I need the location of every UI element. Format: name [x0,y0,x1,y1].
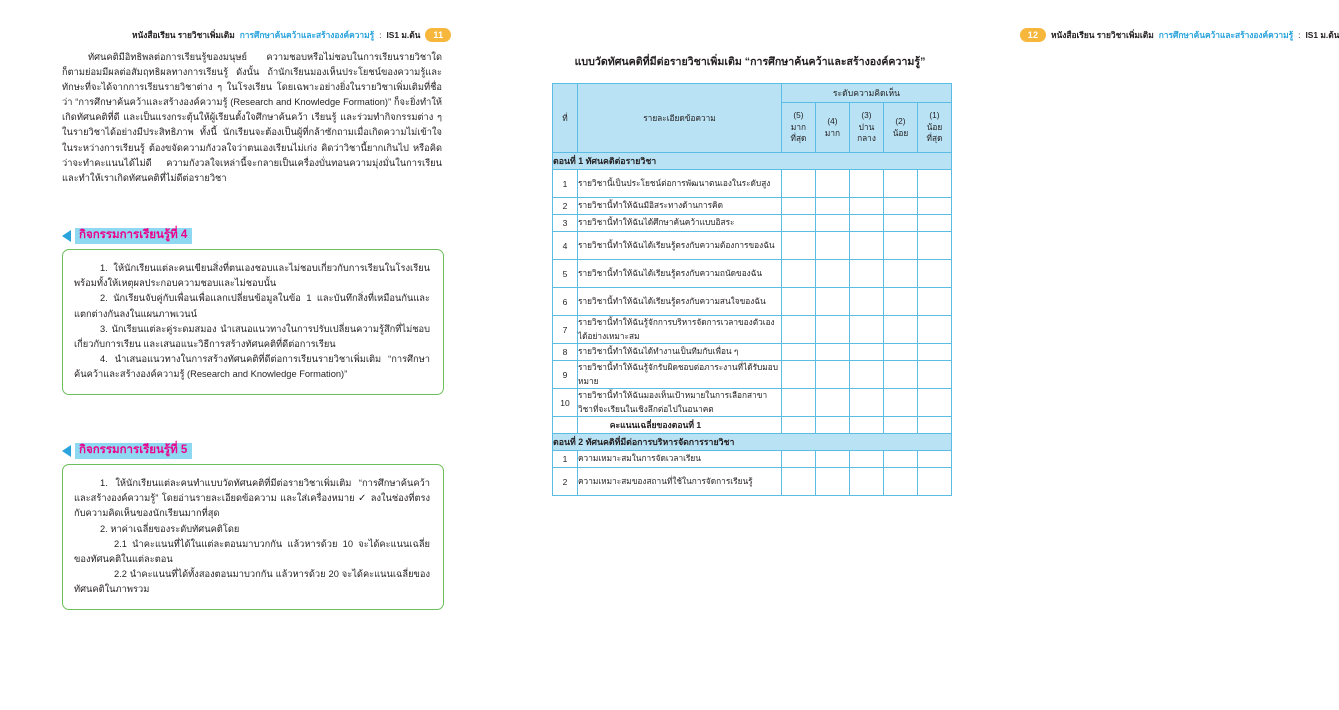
table-row [553,389,952,417]
average-score-cell-5[interactable] [781,417,815,434]
rating-checkbox-cell-2[interactable] [883,468,917,496]
rating-checkbox-cell-3[interactable] [849,389,883,417]
row-statement: รายวิชานี้ทำให้ฉันรู้จักรับผิดชอบต่อภาระงานที่ได้รับมอบหมาย [578,361,782,389]
running-header-suffix: IS1 ม.ต้น [386,30,421,40]
activity-5-item-2-2: 2.2 นำคะแนนที่ได้ทั้งสองตอนมาบวกกัน แล้วหารด้วย 20 จะได้คะแนนเฉลี่ยของทัศนคติในภาพรวม [74,569,430,595]
section-1-average [553,417,952,451]
table-row [553,344,952,361]
row-statement: รายวิชานี้ทำให้ฉันได้เรียนรู้ตรงกับความถนัดของฉัน [578,260,782,288]
scale-1-line2: ที่สุด [926,133,943,144]
average-row-section-1 [553,417,952,434]
scale-4-line1: มาก [824,127,841,138]
col-header-scale-2 [883,103,917,153]
rating-checkbox-cell-3[interactable] [849,215,883,232]
rating-checkbox-cell-1[interactable] [917,451,951,468]
worksheet-title: แบบวัดทัศนคติที่มีต่อรายวิชาเพิ่มเติม “การศึกษาค้นคว้าและสร้างองค์ความรู้” [574,56,926,68]
average-score-cell-4[interactable] [815,417,849,434]
scale-2-code: (2) [895,116,906,127]
row-number: 3 [553,215,578,232]
row-number: 2 [553,468,578,496]
rating-checkbox-cell-3[interactable] [849,316,883,344]
col-header-description: รายละเอียดข้อความ [578,84,782,153]
rating-checkbox-cell-2[interactable] [883,316,917,344]
rating-checkbox-cell-3[interactable] [849,260,883,288]
average-row-no-cell [553,417,578,434]
row-number: 4 [553,232,578,260]
row-statement: ความเหมาะสมของสถานที่ใช้ในการจัดการเรียนรู้ [578,468,782,496]
rating-checkbox-cell-5[interactable] [781,288,815,316]
rating-checkbox-cell-2[interactable] [883,170,917,198]
rating-checkbox-cell-3[interactable] [849,451,883,468]
average-label-section-1: คะแนนเฉลี่ยของตอนที่ 1 [578,417,782,434]
scale-3-line2: กลาง [857,133,876,144]
rating-checkbox-cell-1[interactable] [917,232,951,260]
rating-checkbox-cell-1[interactable] [917,170,951,198]
rating-checkbox-cell-2[interactable] [883,361,917,389]
rating-checkbox-cell-5[interactable] [781,198,815,215]
running-header-accent: การศึกษาค้นคว้าและสร้างองค์ความรู้ [1158,30,1294,40]
row-number: 2 [553,198,578,215]
rating-checkbox-cell-4[interactable] [815,215,849,232]
rating-checkbox-cell-5[interactable] [781,215,815,232]
table-row [553,288,952,316]
rating-checkbox-cell-3[interactable] [849,361,883,389]
rating-checkbox-cell-4[interactable] [815,198,849,215]
rating-checkbox-cell-2[interactable] [883,260,917,288]
intro-paragraph-block [62,50,442,186]
scale-1-line1: น้อย [926,121,943,132]
rating-checkbox-cell-3[interactable] [849,344,883,361]
table-row [553,468,952,496]
row-number: 8 [553,344,578,361]
section-1-rows [553,170,952,417]
row-number: 1 [553,170,578,198]
row-number: 5 [553,260,578,288]
col-header-scale-5 [781,103,815,153]
activity-4-item-3: 3. นักเรียนแต่ละคู่ระดมสมอง นำเสนอแนวทางในการปรับเปลี่ยนความรู้สึกที่ไม่ชอบเกี่ยวกับการเรียน และเสนอแนะวิธีการสร้างทัศนคติที่ดีต่อการเรียน [74,323,430,350]
average-score-cell-2[interactable] [883,417,917,434]
col-header-no: ที่ [553,84,578,153]
table-row [553,215,952,232]
col-header-scale-1 [917,103,951,153]
rating-checkbox-cell-3[interactable] [849,232,883,260]
intro-paragraph: ทัศนคติมีอิทธิพลต่อการเรียนรู้ของมนุษย์ ความชอบหรือไม่ชอบในการเรียนรายวิชาใดก็ตามย่อมมีผลต่อสัมฤทธิผลทางการเรียนรู้ ดังนั้น ถ้านักเรียนมองเห็นประโยชน์ของความรู้และทักษะที่จะได้จากการเรียนรายวิชาต่าง ๆ ในโรงเรียน โดยเฉพาะอย่างยิ่งในรายวิชาเพิ่มเติมที่ชื่อว่า “การศึกษาค้นคว้าและสร้างองค์ความรู้ (Research and Knowledge Formation)” ก็จะยิ่งทำให้เกิดทัศนคติที่ดี และเป็นแรงกระตุ้นให้ผู้เรียนตั้งใจศึกษาค้นคว้า เรียนรู้ และร่วมทำกิจกรรมต่าง ๆ ในรายวิชาได้อย่างมีประสิทธิภาพ ทั้งนี้ นักเรียนจะต้องเป็นผู้ที่กล้าซักถามเมื่อเกิดความไม่เข้าใจในระหว่างการเรียนรู้ ต้องขจัดความกังวลใจว่าตนเองเรียนไม่เก่ง คิดว่าวิชานี้ยากเกินไป หรือคิดว่าจะทำคะแนนได้ไม่ดี ความกังวลใจเหล่านี้จะกลายเป็นเครื่องบั่นทอนความมุ่งมั่นในการเรียนและทำให้เราเกิดทัศนคติที่ไม่ดีต่อรายวิชา [62,52,442,183]
scale-1-code: (1) [929,110,940,121]
row-number: 9 [553,361,578,389]
scale-2-line1: น้อย [892,127,909,138]
row-statement: ความเหมาะสมในการจัดเวลาเรียน [578,451,782,468]
rating-checkbox-cell-3[interactable] [849,198,883,215]
activity-4-box [62,249,444,395]
running-header-suffix: IS1 ม.ต้น [1305,30,1339,40]
activity-4-item-4: 4. นำเสนอแนวทางในการสร้างทัศนคติที่ดีต่อการเรียนรายวิชาเพิ่มเติม “การศึกษาค้นคว้าและสร้างองค์ความรู้ (Research and Knowledge Formation)” [74,354,430,380]
rating-checkbox-cell-5[interactable] [781,316,815,344]
rating-checkbox-cell-5[interactable] [781,451,815,468]
right-page [500,0,1339,710]
rating-checkbox-cell-4[interactable] [815,288,849,316]
rating-checkbox-cell-1[interactable] [917,198,951,215]
activity-5-item-2-1: 2.1 นำคะแนนที่ได้ในแต่ละตอนมาบวกกัน แล้วหารด้วย 10 จะได้คะแนนเฉลี่ยของทัศนคติในแต่ละตอน [74,538,430,565]
activity-5-item-2: 2. หาค่าเฉลี่ยของระดับทัศนคติโดย [100,523,240,534]
row-statement: รายวิชานี้ทำให้ฉันได้ทำงานเป็นทีมกับเพื่อน ๆ [578,344,782,361]
activity-4-heading [62,228,192,244]
average-score-cell-3[interactable] [849,417,883,434]
scale-3-line1: ปาน [858,121,875,132]
table-header-row-group [553,84,952,103]
table-row [553,361,952,389]
check-mark-icon: ✓ [358,493,368,505]
rating-checkbox-cell-5[interactable] [781,232,815,260]
row-number: 10 [553,389,578,417]
rating-checkbox-cell-5[interactable] [781,361,815,389]
table-row [553,316,952,344]
table-row [553,260,952,288]
col-header-scale-3 [849,103,883,153]
page-number-badge: 11 [425,28,451,42]
running-header-prefix: หนังสือเรียน รายวิชาเพิ่มเติม [1051,30,1154,40]
activity-4-item-2: 2. นักเรียนจับคู่กับเพื่อนเพื่อแลกเปลี่ยนข้อมูลในข้อ 1 และบันทึกสิ่งที่เหมือนกันและแตกต่างกันลงในแผนภาพเวนน์ [74,293,430,319]
section-1-label: ตอนที่ 1 ทัศนคติต่อรายวิชา [553,153,952,170]
scale-4-code: (4) [827,116,838,127]
rating-checkbox-cell-3[interactable] [849,468,883,496]
activity-5-item-1-head: 1. ให้นักเรียนแต่ละคนทำแบบวัดทัศนคติที่มีต่อรายวิชาเพิ่มเติม “การศึกษาค้นคว้าและสร้างองค์ความรู้” โดยอ่านรายละเอียดข้อความ และใส่เครื่องหมาย [74,478,430,504]
row-number: 6 [553,288,578,316]
scale-5-line1: มาก [790,121,807,132]
scale-5-code: (5) [793,110,804,121]
row-number: 1 [553,451,578,468]
average-score-cell-1[interactable] [917,417,951,434]
running-header-prefix: หนังสือเรียน รายวิชาเพิ่มเติม [132,30,235,40]
section-1-header-row [553,153,952,170]
rating-checkbox-cell-2[interactable] [883,288,917,316]
rating-checkbox-cell-5[interactable] [781,389,815,417]
triangle-bullet-icon [62,230,71,242]
left-page [0,0,500,710]
row-statement: รายวิชานี้ทำให้ฉันรู้จักการบริหารจัดการเวลาของตัวเองได้อย่างเหมาะสม [578,316,782,344]
table-head [553,84,952,153]
triangle-bullet-icon [62,445,71,457]
rating-checkbox-cell-4[interactable] [815,361,849,389]
activity-5-item-1 [74,476,430,522]
rating-checkbox-cell-2[interactable] [883,198,917,215]
table-row [553,232,952,260]
survey-table-wrapper [552,83,952,496]
rating-checkbox-cell-4[interactable] [815,316,849,344]
rating-checkbox-cell-5[interactable] [781,170,815,198]
rating-checkbox-cell-4[interactable] [815,468,849,496]
rating-checkbox-cell-1[interactable] [917,468,951,496]
right-running-header [1020,28,1339,42]
rating-checkbox-cell-1[interactable] [917,215,951,232]
rating-checkbox-cell-4[interactable] [815,344,849,361]
left-running-header [132,28,451,42]
row-statement: รายวิชานี้เป็นประโยชน์ต่อการพัฒนาตนเองในระดับสูง [578,170,782,198]
row-statement: รายวิชานี้ทำให้ฉันมีอิสระทางด้านการคิด [578,198,782,215]
rating-checkbox-cell-5[interactable] [781,260,815,288]
running-header-accent: การศึกษาค้นคว้าและสร้างองค์ความรู้ [239,30,375,40]
row-statement: รายวิชานี้ทำให้ฉันได้เรียนรู้ตรงกับความต้องการของฉัน [578,232,782,260]
rating-checkbox-cell-4[interactable] [815,260,849,288]
table-row [553,198,952,215]
col-header-scale-4 [815,103,849,153]
row-statement: รายวิชานี้ทำให้ฉันได้ศึกษาค้นคว้าแบบอิสระ [578,215,782,232]
rating-checkbox-cell-4[interactable] [815,389,849,417]
table-row [553,170,952,198]
activity-4-item-1: 1. ให้นักเรียนแต่ละคนเขียนสิ่งที่ตนเองชอบและไม่ชอบเกี่ยวกับการเรียนในโรงเรียน พร้อมทั้งให้เหตุผลประกอบความชอบและไม่ชอบนั้น [74,263,430,289]
activity-5-title: กิจกรรมการเรียนรู้ที่ 5 [75,443,192,459]
attitude-survey-table [552,83,952,496]
section-2-header-row [553,434,952,451]
rating-checkbox-cell-1[interactable] [917,316,951,344]
rating-checkbox-cell-2[interactable] [883,232,917,260]
running-header-separator: : [1298,30,1301,40]
rating-checkbox-cell-1[interactable] [917,288,951,316]
activity-4-title: กิจกรรมการเรียนรู้ที่ 4 [75,228,192,244]
col-header-scale-group: ระดับความคิดเห็น [781,84,951,103]
rating-checkbox-cell-4[interactable] [815,170,849,198]
section-2-label: ตอนที่ 2 ทัศนคติที่มีต่อการบริหารจัดการรายวิชา [553,434,952,451]
section-2-rows [553,451,952,496]
activity-5-box [62,464,444,610]
scale-3-code: (3) [861,110,872,121]
row-number: 7 [553,316,578,344]
row-statement: รายวิชานี้ทำให้ฉันมองเห็นเป้าหมายในการเลือกสาขาวิชาที่จะเรียนในเชิงลึกต่อไปในอนาคต [578,389,782,417]
scale-5-line2: ที่สุด [790,133,807,144]
rating-checkbox-cell-2[interactable] [883,389,917,417]
rating-checkbox-cell-3[interactable] [849,170,883,198]
page-number-badge: 12 [1020,28,1046,42]
activity-5-heading [62,443,192,459]
rating-checkbox-cell-2[interactable] [883,451,917,468]
rating-checkbox-cell-3[interactable] [849,288,883,316]
table-row [553,451,952,468]
row-statement: รายวิชานี้ทำให้ฉันได้เรียนรู้ตรงกับความสนใจของฉัน [578,288,782,316]
rating-checkbox-cell-1[interactable] [917,361,951,389]
rating-checkbox-cell-2[interactable] [883,215,917,232]
rating-checkbox-cell-5[interactable] [781,468,815,496]
running-header-separator: : [379,30,382,40]
rating-checkbox-cell-1[interactable] [917,344,951,361]
activity-5-item-1-tail: ลงในช่องที่ตรงกับความคิดเห็นของนักเรียนมากที่สุด [74,493,431,519]
rating-checkbox-cell-2[interactable] [883,344,917,361]
rating-checkbox-cell-1[interactable] [917,389,951,417]
table-body [553,153,952,170]
rating-checkbox-cell-4[interactable] [815,232,849,260]
rating-checkbox-cell-1[interactable] [917,260,951,288]
rating-checkbox-cell-4[interactable] [815,451,849,468]
rating-checkbox-cell-5[interactable] [781,344,815,361]
